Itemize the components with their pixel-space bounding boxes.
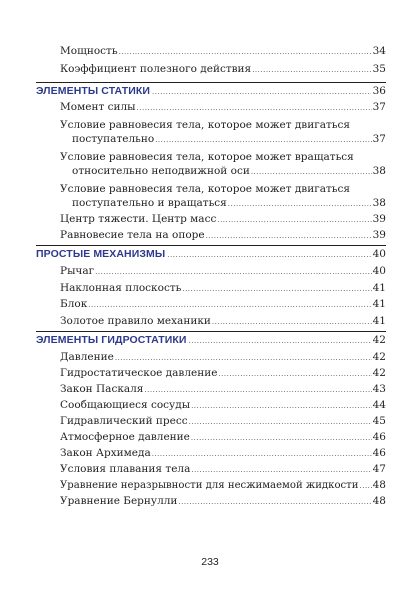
toc-entry-title: Гидравлический пресс: [60, 415, 188, 427]
toc-entry-title: Условия плавания тела: [60, 463, 191, 475]
dot-leader: [95, 265, 372, 279]
toc-entry-title: Центр тяжести. Центр масс: [60, 213, 217, 225]
dot-leader: [251, 165, 372, 179]
toc-entry-page: 41: [372, 315, 386, 327]
toc-entry-pulley[interactable]: [60, 297, 386, 312]
toc-entry-title: поступательно и вращаться: [72, 197, 227, 209]
toc-entry-page: 46: [372, 431, 386, 443]
toc-entry-page: 48: [372, 479, 386, 491]
toc-entry-floating[interactable]: [60, 462, 386, 477]
toc-entry-bernoulli[interactable]: [60, 494, 386, 509]
dot-leader: [252, 63, 371, 77]
toc-entry-page: 37: [372, 133, 386, 145]
section-divider: [36, 82, 386, 83]
dot-leader: [167, 248, 370, 262]
toc-section-mechanisms[interactable]: [36, 247, 386, 262]
toc-entry-title: Блок: [60, 298, 88, 310]
toc-entry-golden-rule[interactable]: [60, 314, 386, 329]
toc-entry-power[interactable]: [60, 44, 386, 59]
section-page: 42: [372, 334, 386, 346]
toc-entry-title: Равновесие тела на опоре: [60, 229, 205, 241]
toc-entry-title: Гидростатическое давление: [60, 367, 218, 379]
toc-entry-page: 41: [372, 282, 386, 294]
toc-entry-moment[interactable]: [60, 100, 386, 115]
toc-entry-page: 37: [372, 101, 386, 113]
toc-entry-page: 38: [372, 165, 386, 177]
dot-leader: [360, 479, 372, 493]
toc-entry-title: Момент силы: [60, 101, 136, 113]
toc-entry-continuity[interactable]: [60, 478, 386, 493]
toc-entry-page: 48: [372, 495, 386, 507]
dot-leader: [152, 447, 372, 461]
toc-entry-title: Давление: [60, 351, 114, 363]
toc-entry-page: 46: [372, 447, 386, 459]
toc-entry-archimedes[interactable]: [60, 446, 386, 461]
section-divider: [36, 331, 386, 332]
toc-entry-eq-translate-line1[interactable]: Условие равновесия тела, которое может двигаться: [60, 119, 351, 131]
toc-entry-page: 35: [372, 63, 386, 75]
toc-entry-eq-translate[interactable]: [72, 132, 386, 147]
toc-entry-title: Коэффициент полезного действия: [60, 63, 252, 75]
toc-section-hydrostatics[interactable]: [36, 333, 386, 348]
dot-leader: [212, 315, 372, 329]
toc-entry-title: Рычаг: [60, 265, 95, 277]
toc-entry-page: 42: [372, 351, 386, 363]
toc-entry-hydro-pressure[interactable]: [60, 366, 386, 381]
toc-entry-eq-rotate-line1[interactable]: Условие равновесия тела, которое может вращаться: [60, 151, 354, 163]
toc-entry-atmo[interactable]: [60, 430, 386, 445]
section-title: ЭЛЕМЕНТЫ ГИДРОСТАТИКИ: [36, 334, 187, 346]
dot-leader: [189, 415, 372, 429]
section-title: ЭЛЕМЕНТЫ СТАТИКИ: [36, 85, 151, 97]
toc-entry-page: 41: [372, 298, 386, 310]
dot-leader: [206, 229, 372, 243]
toc-entry-vessels[interactable]: [60, 398, 386, 413]
dot-leader: [119, 45, 372, 59]
dot-leader: [137, 101, 372, 115]
toc-entry-page: 43: [372, 383, 386, 395]
toc-entry-eq-rotate[interactable]: [72, 164, 386, 179]
toc-entry-pressure[interactable]: [60, 350, 386, 365]
dot-leader: [155, 133, 371, 147]
toc-entry-title: поступательно: [72, 133, 155, 145]
toc-entry-title: Закон Паскаля: [60, 383, 144, 395]
toc-entry-title: Закон Архимеда: [60, 447, 151, 459]
toc-entry-page: 44: [372, 399, 386, 411]
toc-entry-title: Уравнение неразрывности для несжимаемой жидкости: [60, 480, 359, 491]
toc-entry-title: Золотое правило механики: [60, 315, 211, 327]
dot-leader: [152, 85, 371, 99]
toc-entry-page: 45: [372, 415, 386, 427]
dot-leader: [217, 213, 371, 227]
toc-section-statics[interactable]: [36, 84, 386, 99]
dot-leader: [144, 383, 371, 397]
dot-leader: [191, 399, 372, 413]
dot-leader: [189, 334, 371, 348]
section-page: 36: [372, 85, 386, 97]
toc-entry-efficiency[interactable]: [60, 62, 386, 77]
section-title: ПРОСТЫЕ МЕХАНИЗМЫ: [36, 248, 166, 260]
dot-leader: [115, 351, 372, 365]
toc-entry-press[interactable]: [60, 414, 386, 429]
toc-entry-title: Атмосферное давление: [60, 431, 190, 443]
dot-leader: [182, 282, 371, 296]
dot-leader: [191, 463, 371, 477]
toc-entry-title: Наклонная плоскость: [60, 282, 182, 294]
toc-entry-page: 39: [372, 229, 386, 241]
toc-entry-title: Уравнение Бернулли: [60, 495, 178, 507]
toc-entry-support[interactable]: [60, 228, 386, 243]
toc-entry-eq-both[interactable]: [72, 196, 386, 211]
toc-entry-eq-both-line1[interactable]: Условие равновесия тела, которое может двигаться: [60, 183, 351, 195]
toc-entry-title: относительно неподвижной оси: [72, 165, 250, 177]
dot-leader: [178, 495, 371, 509]
section-page: 40: [372, 248, 386, 260]
toc-entry-page: 47: [372, 463, 386, 475]
toc-entry-gravity-center[interactable]: [60, 212, 386, 227]
toc-entry-page: 34: [372, 45, 386, 57]
toc-entry-pascal[interactable]: [60, 382, 386, 397]
dot-leader: [191, 431, 372, 445]
page-number: 233: [201, 556, 219, 568]
section-divider: [36, 245, 386, 246]
toc-entry-title: Сообщающиеся сосуды: [60, 399, 191, 411]
toc-entry-page: 42: [372, 367, 386, 379]
toc-entry-page: 39: [372, 213, 386, 225]
dot-leader: [218, 367, 371, 381]
toc-entry-lever[interactable]: [60, 264, 386, 279]
toc-entry-page: 38: [372, 197, 386, 209]
toc-entry-title: Мощность: [60, 45, 118, 57]
dot-leader: [88, 298, 371, 312]
toc-entry-page: 40: [372, 265, 386, 277]
dot-leader: [228, 197, 372, 211]
toc-entry-incline[interactable]: [60, 281, 386, 296]
